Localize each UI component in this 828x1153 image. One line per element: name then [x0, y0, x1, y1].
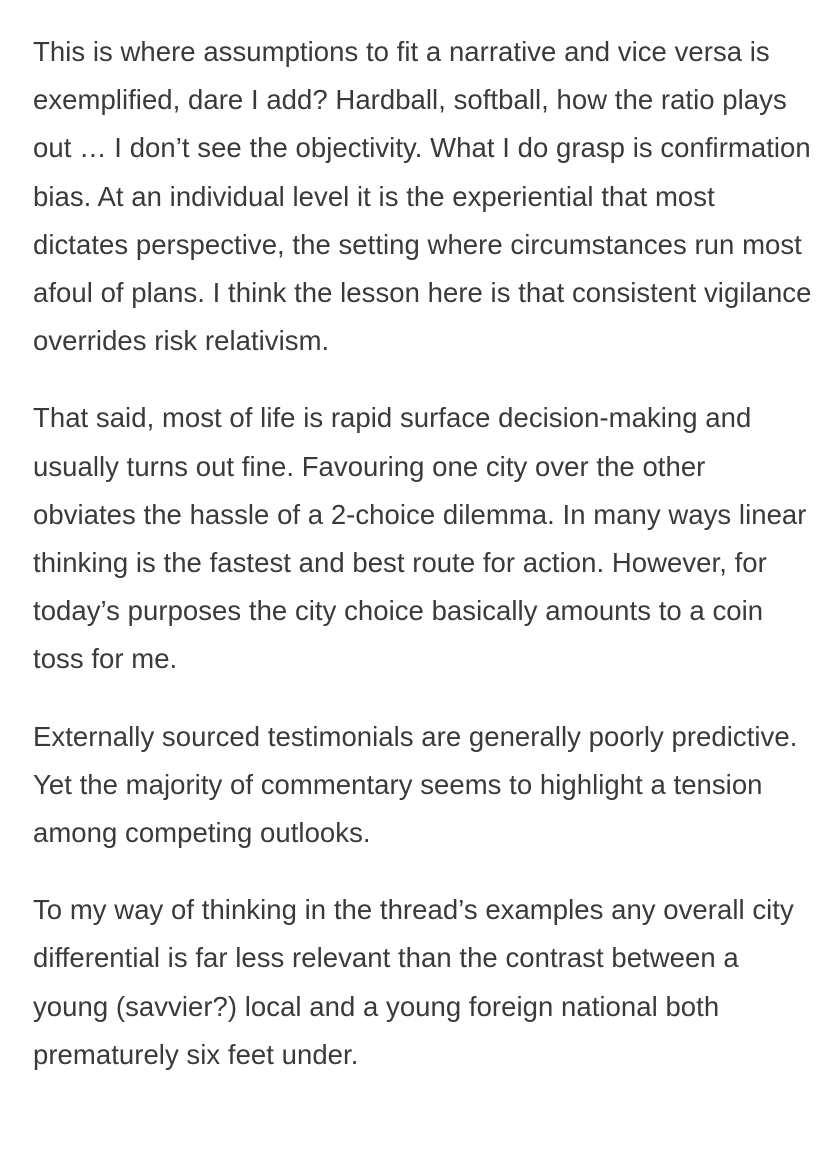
- paragraph-4: To my way of thinking in the thread’s examples any overall city differential is far less relevant than the contrast between a young (savvier?) local and a young foreign national both prematurely six feet under.: [33, 894, 794, 1070]
- paragraph-2: That said, most of life is rapid surface decision-making and usually turns out fine. Favouring one city over the other obviates the hassle of a 2-choice dilemma. In many ways linear thinking is the fastest and best route for action. However, for today’s purposes the city choice basically amounts to a coin toss for me.: [33, 402, 807, 675]
- article-body: [33, 28, 813, 1079]
- paragraph-1: This is where assumptions to fit a narrative and vice versa is exemplified, dare I add? Hardball, softball, how the ratio plays out … I don’t see the objectivity. What I do grasp is confirmation bias. At an individual level it is the experiential that most dictates perspective, the setting where circumstances run most afoul of plans. I think the lesson here is that consistent vigilance overrides risk relativism.: [33, 36, 812, 357]
- paragraph-3: Externally sourced testimonials are generally poorly predictive. Yet the majority of commentary seems to highlight a tension among competing outlooks.: [33, 720, 798, 849]
